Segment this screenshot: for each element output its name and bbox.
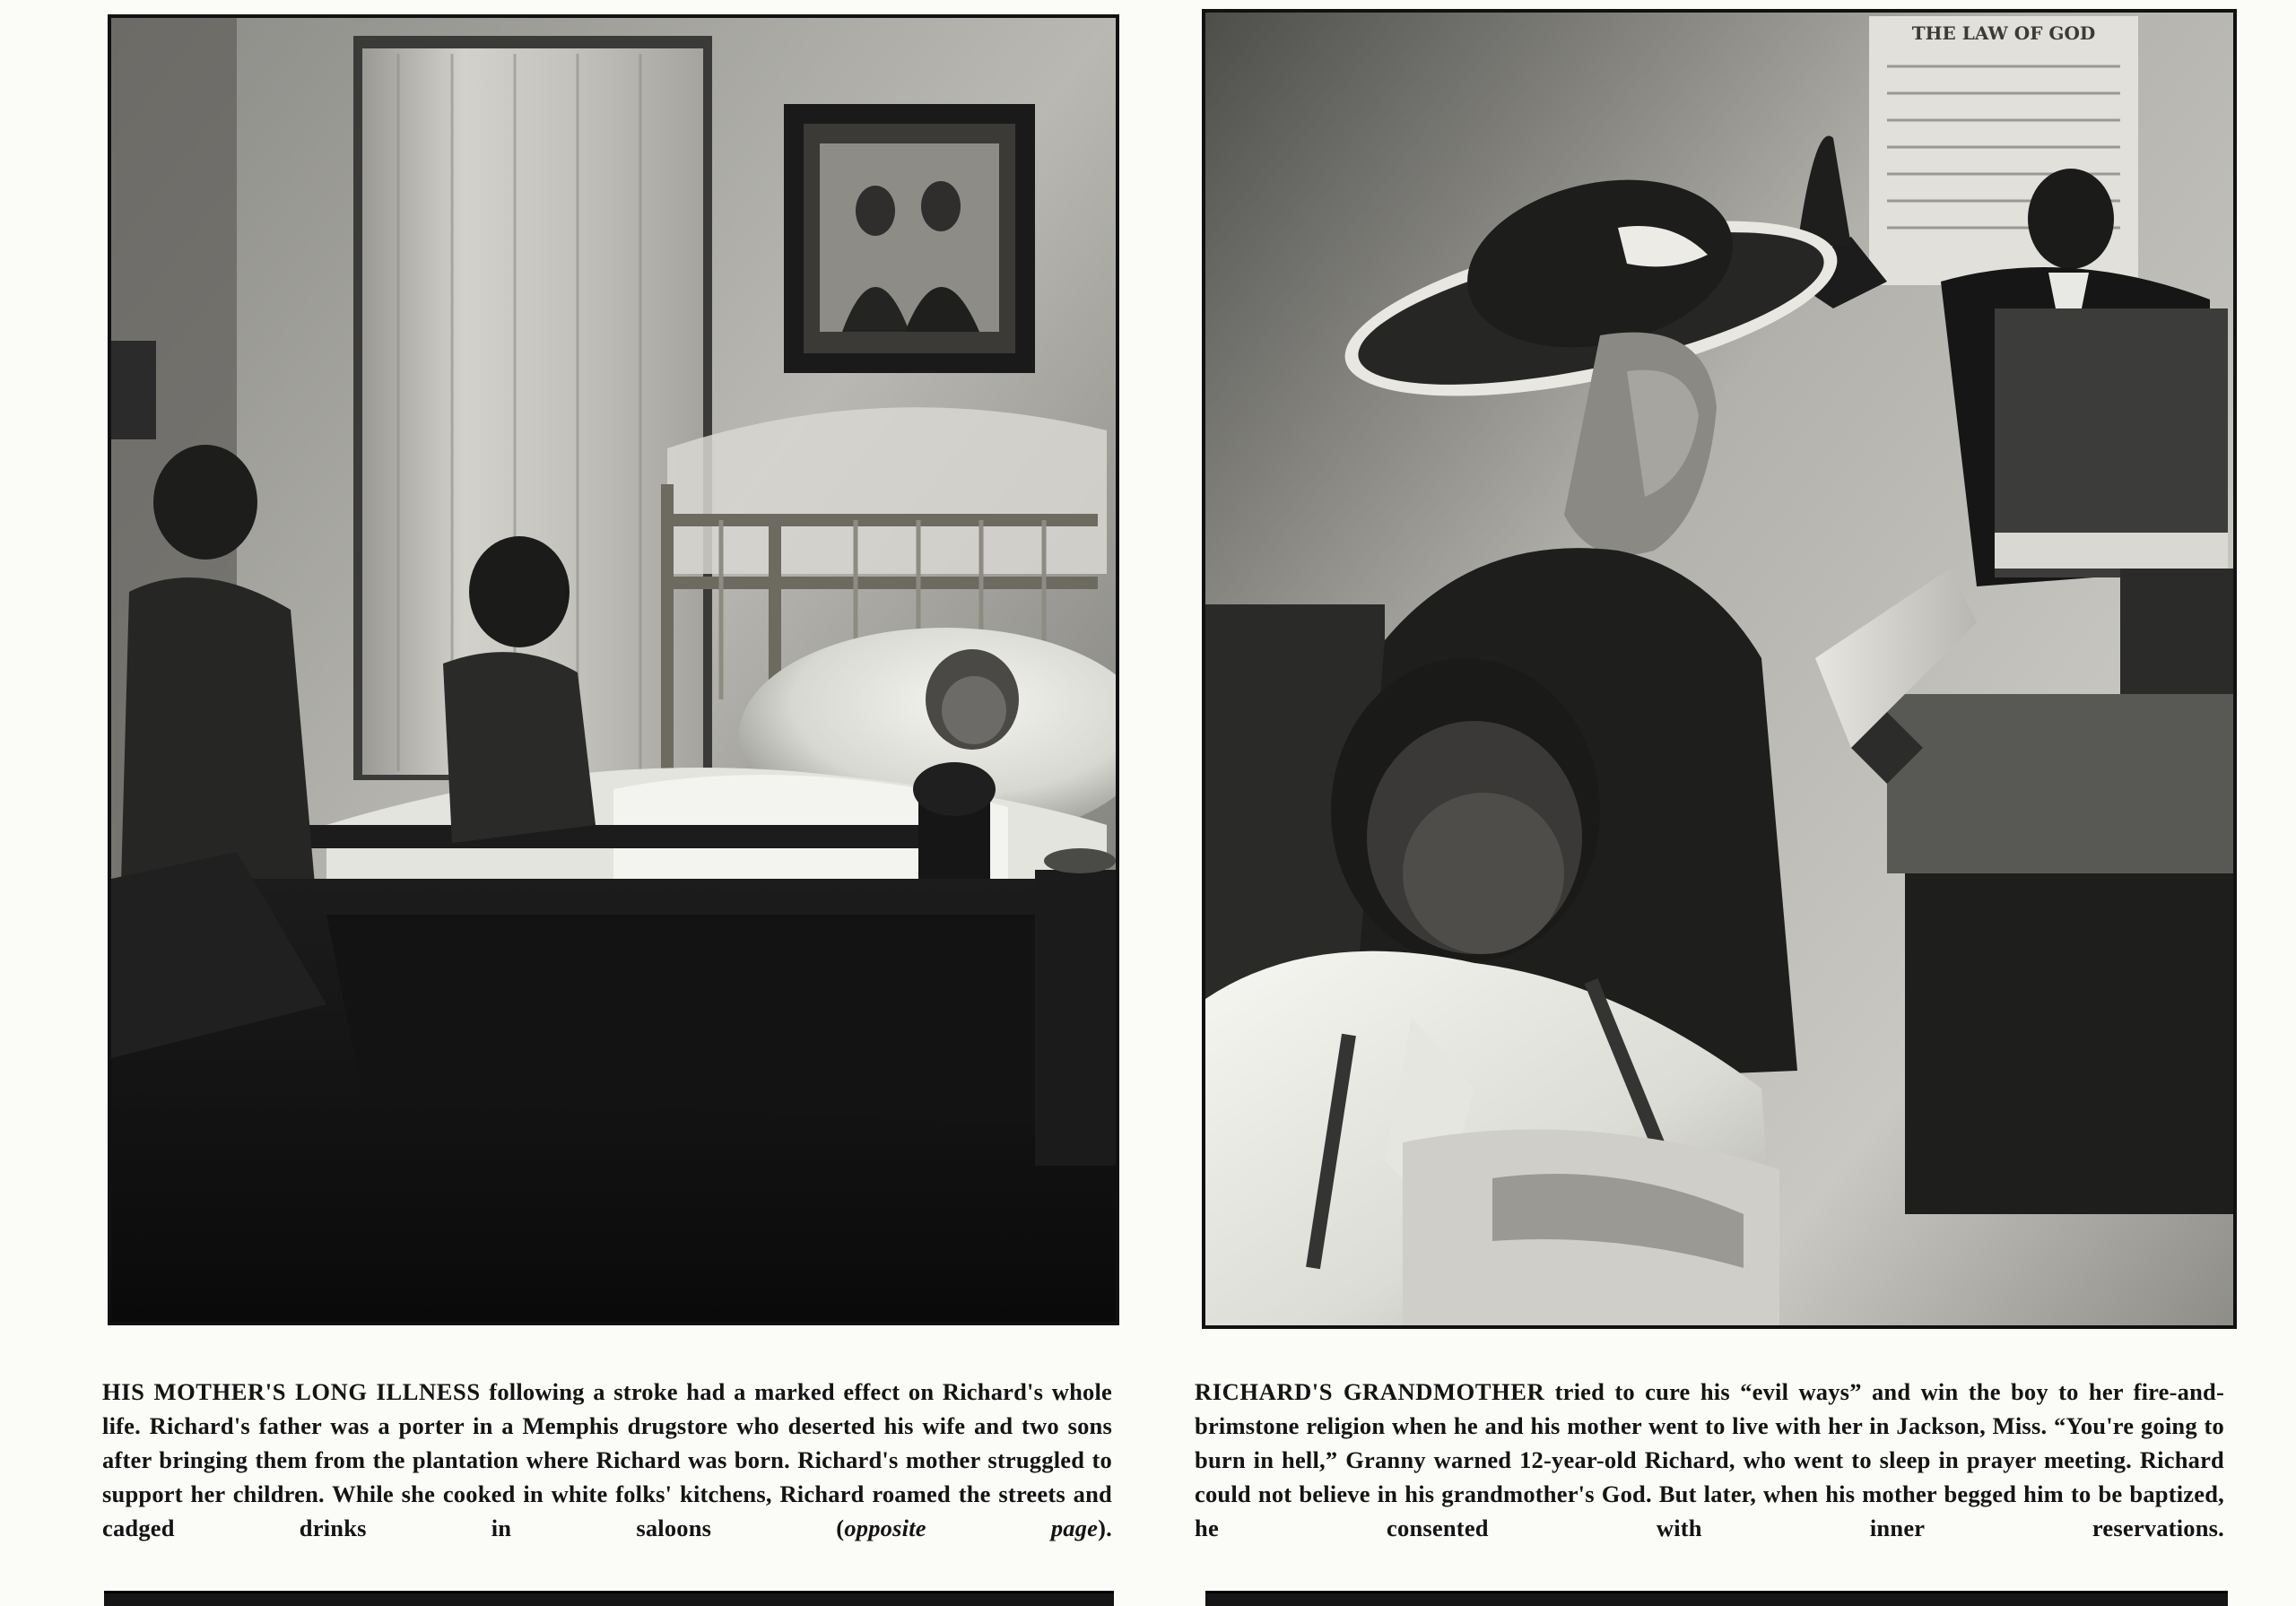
caption-tail: ). [1098, 1514, 1112, 1541]
photo-grandmother-prayer-meeting [1202, 9, 2237, 1329]
next-photo-edge-left [104, 1591, 1114, 1606]
poster-title: THE LAW OF GOD [1911, 22, 2096, 44]
caption-grandmother [1195, 1375, 2224, 1545]
photo-mothers-illness [108, 14, 1119, 1325]
sickbed-scene-illustration [111, 18, 1116, 1322]
caption-cross-reference: opposite page [844, 1514, 1099, 1541]
prayer-meeting-scene-illustration [1205, 13, 2233, 1325]
caption-lead: HIS MOTHER'S LONG ILLNESS [102, 1377, 481, 1405]
caption-mothers-illness [102, 1375, 1112, 1545]
caption-body: following a stroke had a marked effect on Richard's whole life. Richard's father was a porter in a Memphis drugstore who deserted his wife and two sons after bringing them from the plantation where Richard was born. Richard's mother struggled to support her children. While she cooked in white folks' kitchens, Richard roamed the streets and cadged drinks in saloons ( [102, 1377, 1112, 1541]
caption-lead: RICHARD'S GRANDMOTHER [1195, 1377, 1545, 1405]
next-photo-edge-right [1205, 1591, 2228, 1606]
caption-body: tried to cure his “evil ways” and win the boy to her fire-and-brimstone religion when he and his mother went to live with her in Jackson, Miss. “You're going to burn in hell,” Granny warned 12-year-old Richard, who went to sleep in prayer meeting. Richard could not believe in his grandmother's God. But later, when his mother begged him to be baptized, he consented with inner reservations. [1195, 1377, 2224, 1541]
